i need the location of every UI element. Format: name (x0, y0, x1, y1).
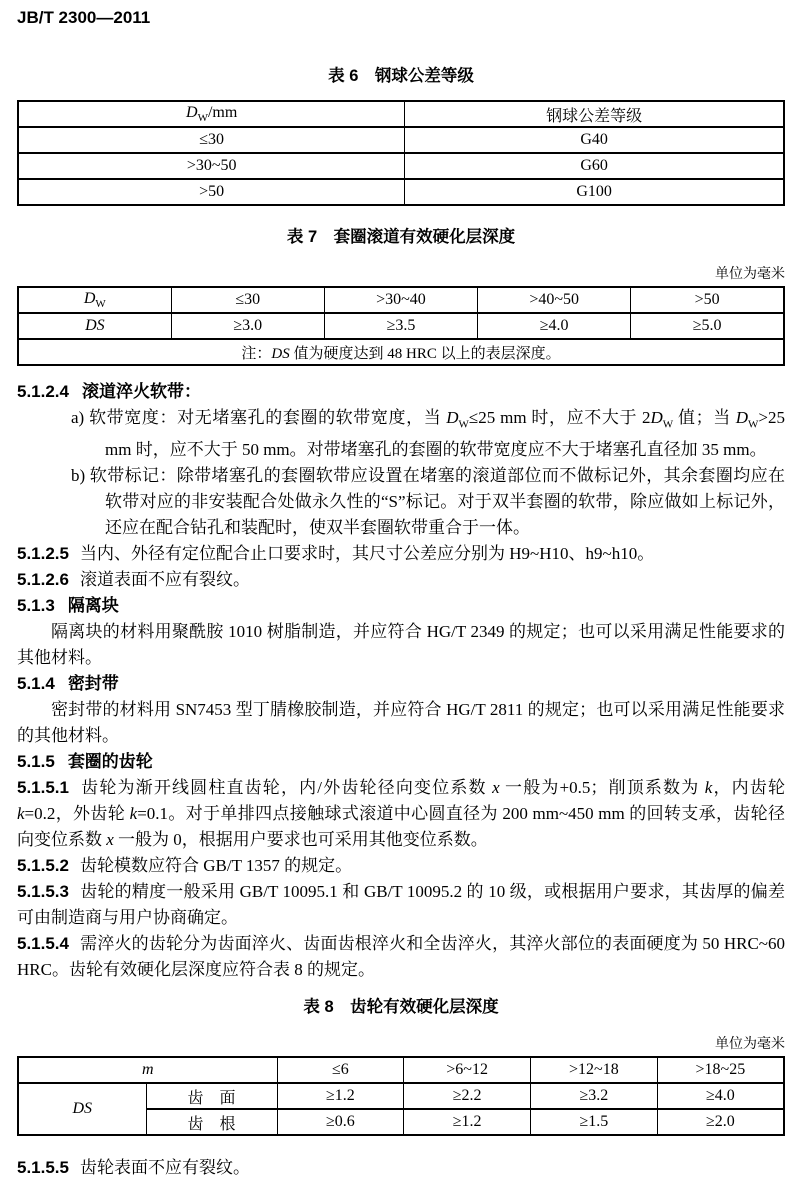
table6-header-row (18, 101, 784, 127)
clause-number: 5.1.5.1 (17, 778, 69, 798)
table8-face-cell: ≥1.2 (277, 1083, 404, 1109)
table8-root-cell: ≥1.2 (404, 1109, 531, 1135)
table6 (17, 100, 785, 206)
clause-number: 5.1.4 (17, 674, 55, 694)
clause-5126 (17, 567, 785, 593)
table7-ds-cell: ≥3.0 (171, 313, 324, 339)
standard-number: JB/T 2300—2011 (17, 8, 151, 27)
clause-text: 齿轮模数应符合 GB/T 1357 的规定。 (80, 856, 353, 876)
table8-header-cell: ≤6 (277, 1057, 404, 1083)
table8 (17, 1056, 785, 1136)
table7-dw-label: $D_W$ (18, 287, 171, 313)
table8-root-cell: ≥2.0 (657, 1109, 784, 1135)
table6-range-cell: >30~50 (18, 153, 405, 179)
clause-number: 5.1.5 (17, 752, 55, 772)
clause-block (17, 379, 785, 983)
clause-title: 套圈的齿轮 (67, 752, 153, 772)
table8-face-cell: ≥2.2 (404, 1083, 531, 1109)
table7-dw-cell: >40~50 (478, 287, 631, 313)
clause-text: 需淬火的齿轮分为齿面淬火、齿面齿根淬火和全齿淬火，其淬火部位的表面硬度为 50 HRC~60 HRC。齿轮有效硬化层深度应符合表 8 的规定。 (17, 934, 785, 980)
clause-number: 5.1.5.3 (17, 882, 69, 902)
clause-number: 5.1.5.5 (17, 1158, 69, 1178)
table6-header-dw: $D_W/mm$ (18, 101, 405, 127)
table7-dw-cell: >50 (631, 287, 784, 313)
table6-grade-cell: G100 (405, 179, 784, 205)
table-row (18, 153, 784, 179)
table7-caption: 表 7 套圈滚道有效硬化层深度 (286, 228, 516, 246)
table7-ds-cell: ≥4.0 (478, 313, 631, 339)
table7-dw-cell: ≤30 (171, 287, 324, 313)
table8-face-label: 齿 面 (146, 1083, 277, 1109)
table8-root-cell: ≥1.5 (531, 1109, 658, 1135)
clause-number: 5.1.2.4 (17, 382, 69, 401)
table8-face-cell: ≥3.2 (531, 1083, 658, 1109)
table6-header-grade: 钢球公差等级 (405, 101, 784, 127)
table7-ds-cell: ≥5.0 (631, 313, 784, 339)
table7-dw-row (18, 287, 784, 313)
table8-face-row (18, 1083, 784, 1109)
table7-ds-row (18, 313, 784, 339)
clause-5124-heading (17, 379, 785, 405)
table8-header-cell: >6~12 (404, 1057, 531, 1083)
table-row (18, 179, 784, 205)
clause-title: 滚道淬火软带： (82, 382, 201, 401)
table7-dw-cell: >30~40 (324, 287, 477, 313)
clause-513-heading (17, 593, 785, 619)
clause-number: 5.1.3 (17, 596, 55, 616)
table8-unit-label: 单位为毫米 (715, 1037, 785, 1053)
table7-note-row (18, 339, 784, 365)
clause-text: 滚道表面不应有裂纹。 (80, 570, 250, 590)
table6-range-cell: >50 (18, 179, 405, 205)
table7-ds-label: DS (18, 313, 171, 339)
table7-unit-label: 单位为毫米 (715, 267, 785, 282)
table8-header-row (18, 1057, 784, 1083)
clause-5124-item-a: a) 软带宽度：对无堵塞孔的套圈的软带宽度，当 $D_W\le 25$ mm 时，应不大于 $2D_W$ 值；当 $D_W>25$ mm 时，应不大于 50 mm。对带堵塞孔的套圈的软带宽度应不大于堵塞孔直径加 35 mm。 (71, 408, 785, 460)
table8-root-label: 齿 根 (146, 1109, 277, 1135)
clause-5124-item-b: b) 软带标记：除带堵塞孔的套圈软带应设置在堵塞的滚道部位而不做标记外，其余套圈均应在软带对应的非安装配合处做永久性的“S”标记。对于双半套圈的软带，除应做如上标记外，还应在配合钻孔和装配时，使双半套圈软带重合于一体。 (71, 466, 785, 538)
table6-grade-cell: G60 (405, 153, 784, 179)
table8-caption: 表 8 齿轮有效硬化层深度 (303, 998, 499, 1017)
table7-ds-cell: ≥3.5 (324, 313, 477, 339)
clause-514-paragraph: 密封带的材料用 SN7453 型丁腈橡胶制造，并应符合 HG/T 2811 的规定；也可以采用满足性能要求的其他材料。 (17, 700, 785, 746)
clause-5154 (17, 931, 785, 983)
table8-header-cell: >12~18 (531, 1057, 658, 1083)
clause-5152 (17, 853, 785, 879)
table6-grade-cell: G40 (405, 127, 784, 153)
clause-number: 5.1.2.6 (17, 570, 69, 590)
clause-title: 隔离块 (67, 596, 119, 616)
clause-text: 当内、外径有定位配合止口要求时，其尺寸公差应分别为 H9~H10、h9~h10。 (80, 544, 655, 564)
clause-text: 齿轮为渐开线圆柱直齿轮，内/外齿轮径向变位系数 x 一般为+0.5；削顶系数为 k，内齿轮 k=0.2，外齿轮 k=0.1。对于单排四点接触球式滚道中心圆直径为 200 mm~450 mm 的回转支承，齿轮径向变位系数 x 一般为 0，根据用户要求也可采用其他变位系数。 (17, 778, 786, 850)
table8-ds-label: DS (18, 1083, 146, 1135)
table7-note: 注：DS 值为硬度达到 48 HRC 以上的表层深度。 (18, 339, 784, 365)
table8-root-cell: ≥0.6 (277, 1109, 404, 1135)
clause-515-heading (17, 749, 785, 775)
clause-number: 5.1.2.5 (17, 544, 69, 564)
clause-number: 5.1.5.2 (17, 856, 69, 876)
clause-5153 (17, 879, 785, 931)
table6-caption: 表 6 钢球公差等级 (328, 67, 474, 85)
table7 (17, 286, 785, 366)
clause-5151 (17, 775, 785, 853)
clause-5155 (17, 1155, 785, 1181)
clause-text: 齿轮表面不应有裂纹。 (80, 1158, 250, 1178)
table6-range-cell: ≤30 (18, 127, 405, 153)
table8-m-header: m (18, 1057, 277, 1083)
table8-header-cell: >18~25 (657, 1057, 784, 1083)
clause-number: 5.1.5.4 (17, 934, 69, 954)
clause-514-heading (17, 671, 785, 697)
table-row (18, 127, 784, 153)
clause-5125 (17, 541, 785, 567)
clause-text: 齿轮的精度一般采用 GB/T 10095.1 和 GB/T 10095.2 的 10 级，或根据用户要求，其齿厚的偏差可由制造商与用户协商确定。 (17, 882, 785, 928)
clause-title: 密封带 (67, 674, 119, 694)
clause-513-paragraph: 隔离块的材料用聚酰胺 1010 树脂制造，并应符合 HG/T 2349 的规定；也可以采用满足性能要求的其他材料。 (17, 622, 785, 668)
table8-face-cell: ≥4.0 (657, 1083, 784, 1109)
